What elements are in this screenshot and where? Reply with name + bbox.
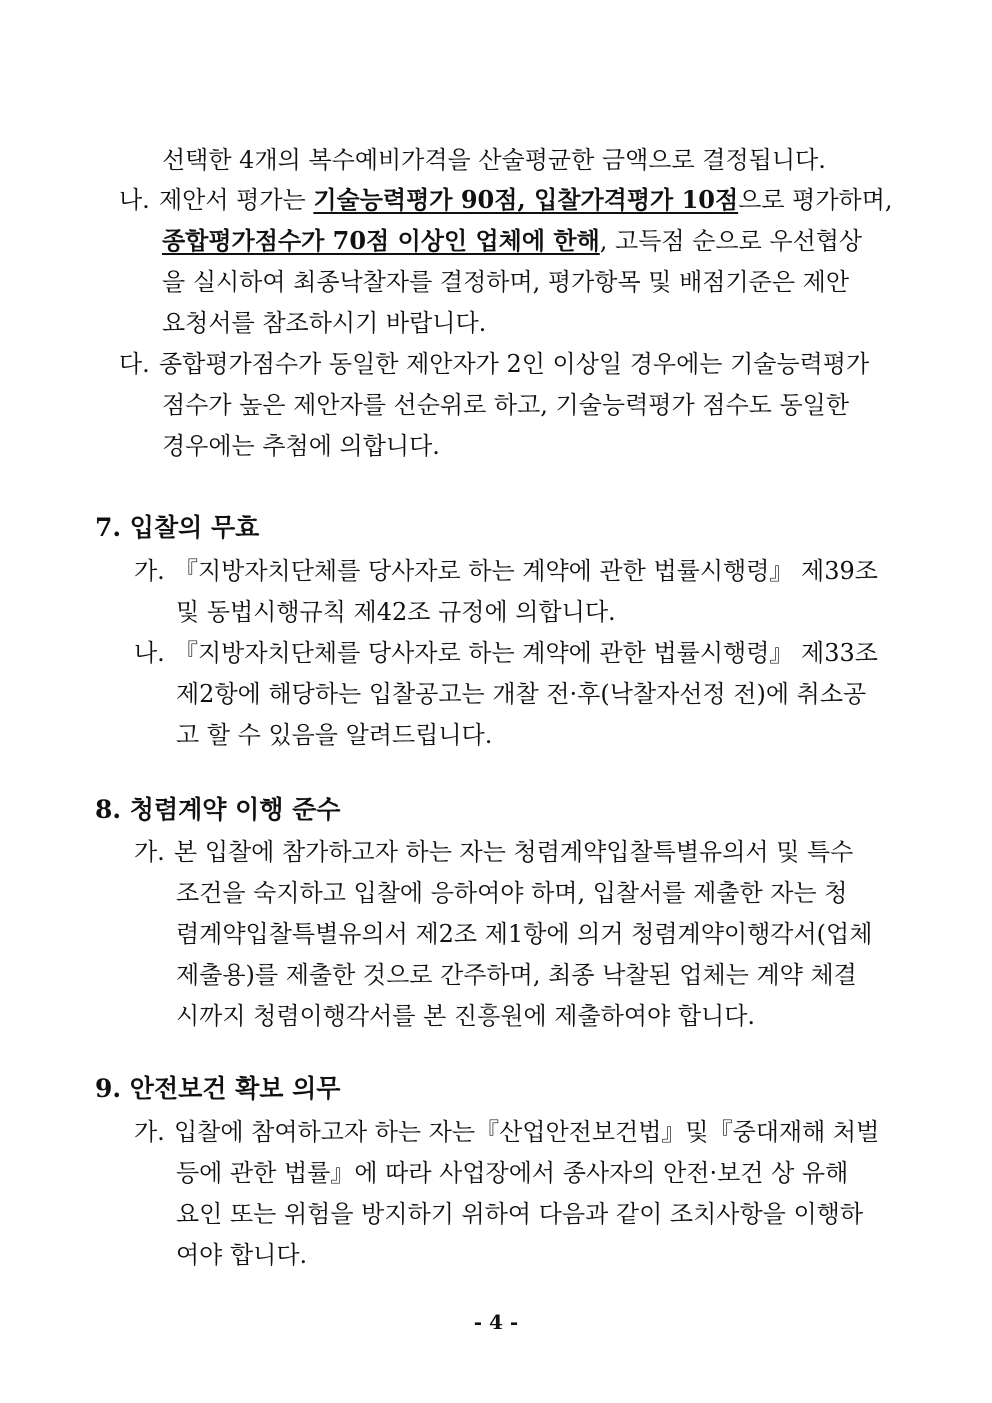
emphasis-text: 종합평가점수가 70점 이상인 업체에 한해 [162,226,600,255]
s8-ga-line-2 [176,877,847,909]
text: 『지방자치단체를 당사자로 하는 계약에 관한 법률시행령』 제33조 [174,639,878,667]
s8-ga-line-3 [176,918,872,950]
section-7-heading: 7. 입찰의 무효 [95,513,260,542]
s6-na-line-2 [162,225,862,257]
emphasis-text: 기술능력평가 90점, 입찰가격평가 10점 [313,185,739,214]
item-marker: 가. [134,557,165,585]
item-marker: 다. [119,350,150,378]
text: 요청서를 참조하시기 바랍니다. [162,309,487,337]
s8-ga-line-4 [176,959,857,991]
s6-na-line-1 [119,184,893,216]
text: 종합평가점수가 동일한 제안자가 2인 이상일 경우에는 기술능력평가 [159,350,870,378]
s7-na-line-1 [134,637,878,669]
text: 입찰에 참여하고자 하는 자는『산업안전보건법』및『중대재해 처벌 [174,1118,880,1146]
section-9-heading: 9. 안전보건 확보 의무 [95,1074,341,1103]
text: 여야 합니다. [176,1241,308,1269]
s6-da-line-2 [162,389,849,421]
text: 제안서 평가는 [159,186,314,214]
s8-ga-line-1 [134,836,853,868]
text: 렴계약입찰특별유의서 제2조 제1항에 의거 청렴계약이행각서(업체 [176,920,873,948]
item-marker: 가. [134,838,165,866]
s9-ga-line-1 [134,1116,879,1148]
s6-da-line-3 [162,430,440,462]
s6-na-line-3 [162,266,849,298]
item-marker: 나. [119,186,150,214]
text: 선택한 4개의 복수예비가격을 산술평균한 금액으로 결정됩니다. [162,146,826,174]
s6-na-line-4 [162,307,486,339]
text: 고 할 수 있음을 알려드립니다. [176,721,493,749]
s9-ga-line-4 [176,1239,307,1271]
s7-na-line-3 [176,719,492,751]
s6-da-line-1 [119,348,869,380]
text: 조건을 숙지하고 입찰에 응하여야 하며, 입찰서를 제출한 자는 청 [176,879,848,907]
text: 제2항에 해당하는 입찰공고는 개찰 전·후(낙찰자선정 전)에 취소공 [176,680,867,708]
s9-ga-line-2 [176,1157,848,1189]
s7-na-line-2 [176,678,866,710]
text: 요인 또는 위험을 방지하기 위하여 다음과 같이 조치사항을 이행하 [176,1200,863,1228]
s6-continuation-line [162,144,826,176]
text: 으로 평가하며, [738,186,893,214]
text: 을 실시하여 최종낙찰자를 결정하며, 평가항목 및 배점기준은 제안 [162,268,849,296]
s7-ga-line-1 [134,555,878,587]
text: 시까지 청렴이행각서를 본 진흥원에 제출하여야 합니다. [176,1002,756,1030]
text: 및 동법시행규칙 제42조 규정에 의합니다. [176,598,616,626]
text: 경우에는 추첨에 의합니다. [162,432,440,460]
page-number: - 4 - [473,1310,519,1334]
section-8-heading: 8. 청렴계약 이행 준수 [95,795,341,824]
text: 본 입찰에 참가하고자 하는 자는 청렴계약입찰특별유의서 및 특수 [174,838,854,866]
s8-ga-line-5 [176,1000,755,1032]
text: 점수가 높은 제안자를 선순위로 하고, 기술능력평가 점수도 동일한 [162,391,849,419]
item-marker: 가. [134,1118,165,1146]
text: 등에 관한 법률』에 따라 사업장에서 종사자의 안전·보건 상 유해 [176,1159,849,1187]
s7-ga-line-2 [176,596,616,628]
text: 『지방자치단체를 당사자로 하는 계약에 관한 법률시행령』 제39조 [174,557,878,585]
s9-ga-line-3 [176,1198,863,1230]
item-marker: 나. [134,639,165,667]
text: , 고득점 순으로 우선협상 [599,227,863,255]
text: 제출용)를 제출한 것으로 간주하며, 최종 낙찰된 업체는 계약 체결 [176,961,857,989]
